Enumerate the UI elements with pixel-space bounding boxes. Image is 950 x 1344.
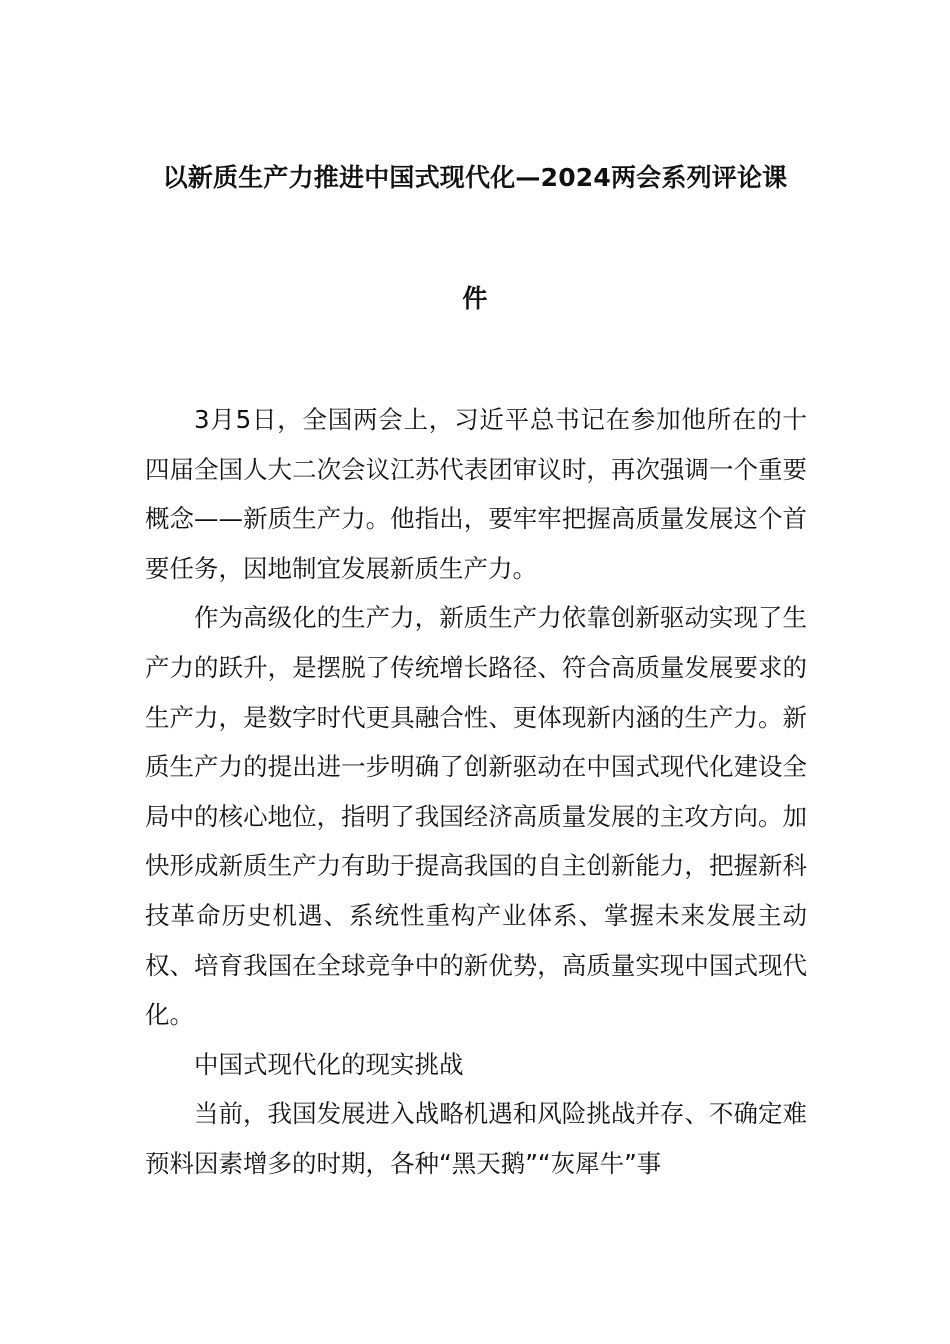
document-body — [145, 395, 807, 1189]
document-title-line-1: 以新质生产力推进中国式现代化—2024两会系列评论课 — [162, 163, 788, 192]
section-heading: 中国式现代化的现实挑战 — [194, 1049, 464, 1079]
paragraph-3: 当前，我国发展进入战略机遇和风险挑战并存、不确定难预料因素增多的时期，各种“黑天鹅”“灰犀牛”事 — [145, 1099, 807, 1178]
paragraph-1: 3月5日，全国两会上，习近平总书记在参加他所在的十四届全国人大二次会议江苏代表团审议时，再次强调一个重要概念——新质生产力。他指出，要牢牢把握高质量发展这个首要任务，因地制宜发展新质生产力。 — [145, 405, 807, 583]
document-title-line-2: 件 — [462, 284, 488, 313]
paragraph-2: 作为高级化的生产力，新质生产力依靠创新驱动实现了生产力的跃升，是摆脱了传统增长路径、符合高质量发展要求的生产力，是数字时代更具融合性、更体现新内涵的生产力。新质生产力的提出进一步明确了创新驱动在中国式现代化建设全局中的核心地位，指明了我国经济高质量发展的主攻方向。加快形成新质生产力有助于提高我国的自主创新能力，把握新科技革命历史机遇、系统性重构产业体系、掌握未来发展主动权、培育我国在全球竞争中的新优势，高质量实现中国式现代化。 — [145, 603, 807, 1030]
